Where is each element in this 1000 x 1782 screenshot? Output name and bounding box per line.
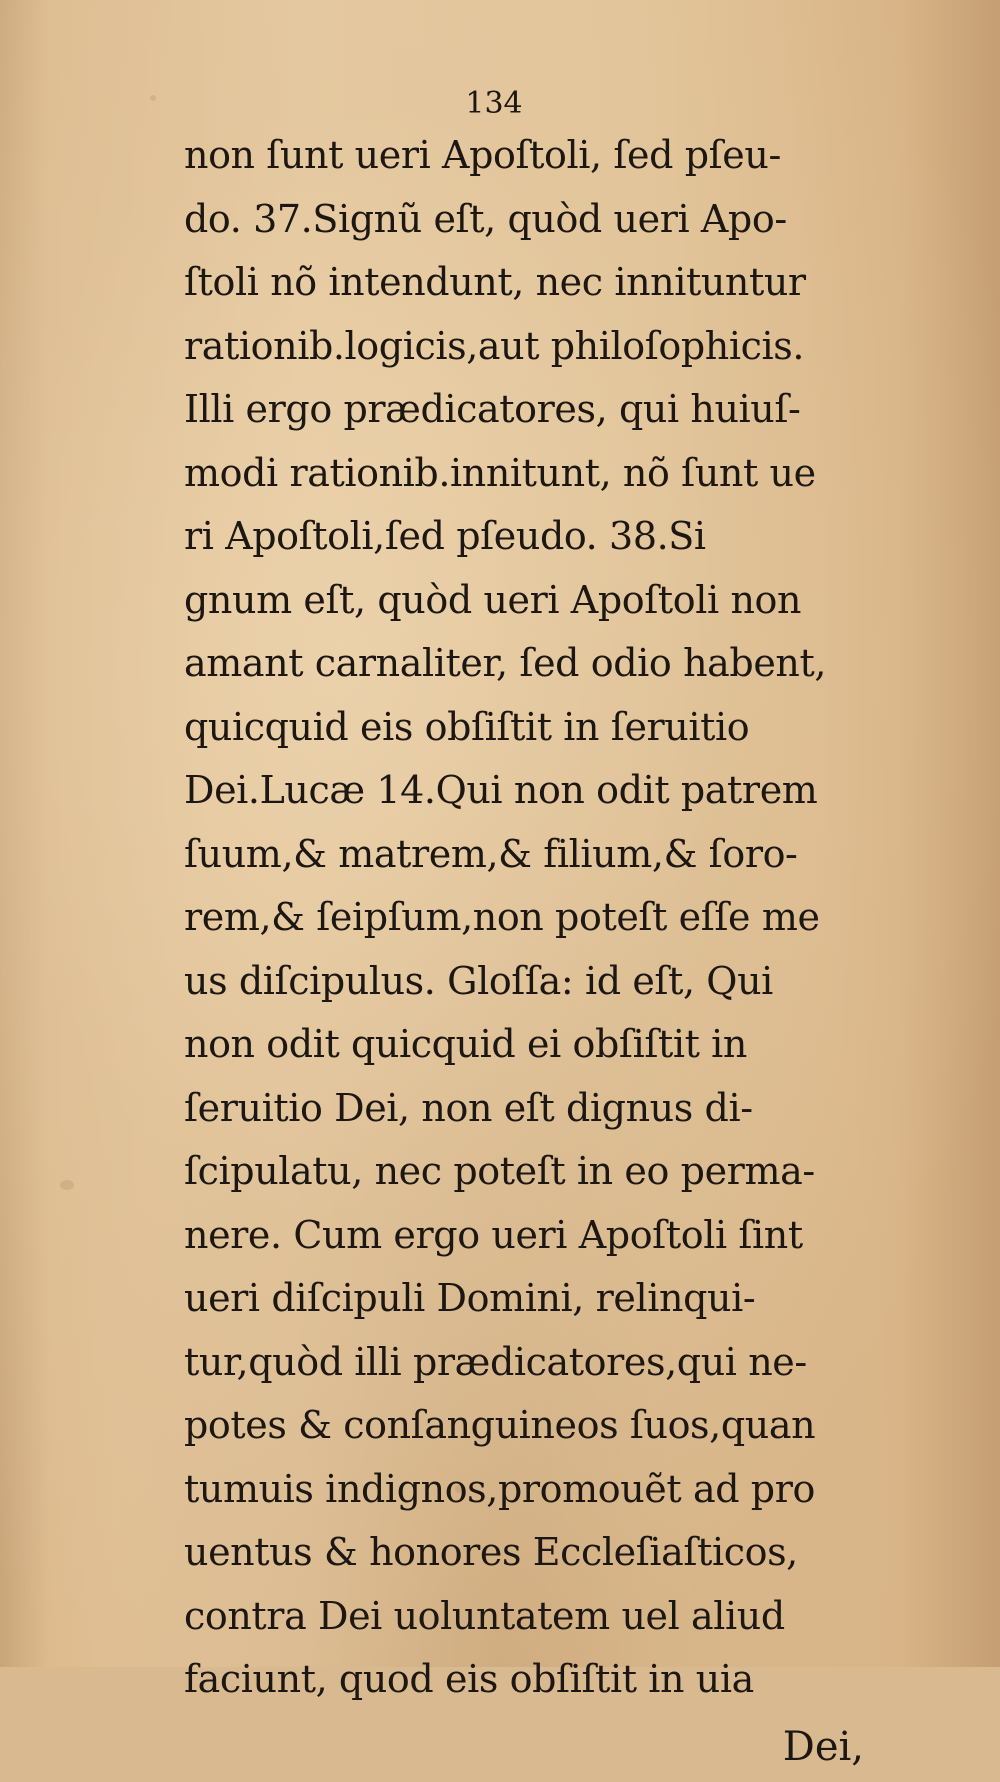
text-line: ueri diſcipuli Domini, relinqui- xyxy=(184,1276,756,1320)
text-line: ſeruitio Dei, non eſt dignus di- xyxy=(184,1085,753,1130)
text-line: modi rationib.innitunt, nõ ſunt ue xyxy=(184,450,816,495)
text-line: nere. Cum ergo ueri Apoſtoli ſint xyxy=(184,1212,803,1257)
text-line: faciunt, quod eis obſiſtit in uia xyxy=(184,1657,754,1701)
catchword: Dei, xyxy=(782,1723,864,1770)
text-line: amant carnaliter, ſed odio habent, xyxy=(184,641,827,685)
body-text xyxy=(184,124,874,1712)
page-number: 134 xyxy=(465,86,523,121)
text-line: us diſcipulus. Gloſſa: id eſt, Qui xyxy=(184,958,773,1003)
text-line: contra Dei uoluntatem uel aliud xyxy=(184,1593,785,1638)
text-line: non ſunt ueri Apoſtoli, ſed pſeu- xyxy=(184,133,781,177)
text-line: do. 37.Signũ eſt, quòd ueri Apo- xyxy=(184,196,787,241)
text-line: ſuum,& matrem,& filium,& ſoro- xyxy=(184,831,798,876)
text-line: Illi ergo prædicatores, qui huiuſ- xyxy=(184,387,801,431)
text-line: gnum eſt, quòd ueri Apoſtoli non xyxy=(184,577,802,622)
text-line: non odit quicquid ei obſiſtit in xyxy=(184,1022,748,1066)
text-line: ſcipulatu, nec poteſt in eo perma- xyxy=(184,1149,815,1193)
text-line: tumuis indignos,promouẽt ad pro xyxy=(184,1466,815,1511)
text-line: rem,& ſeipſum,non poteſt eſſe me xyxy=(184,895,820,939)
text-line: uentus & honores Eccleſiaſticos, xyxy=(184,1530,798,1574)
text-line: ſtoli nõ intendunt, nec innituntur xyxy=(184,260,806,304)
text-line: ri Apoſtoli,ſed pſeudo. 38.Si xyxy=(184,514,706,558)
text-line: tur,quòd illi prædicatores,qui ne- xyxy=(184,1339,807,1384)
text-block xyxy=(184,84,874,1782)
paper-stain xyxy=(60,1180,74,1190)
text-line: potes & conſanguineos ſuos,quan xyxy=(184,1403,816,1447)
text-line: quicquid eis obſiſtit in ſeruitio xyxy=(184,704,750,749)
text-line: rationib.logicis,aut philoſophicis. xyxy=(184,323,805,368)
text-line: Dei.Lucæ 14.Qui non odit patrem xyxy=(184,768,818,812)
